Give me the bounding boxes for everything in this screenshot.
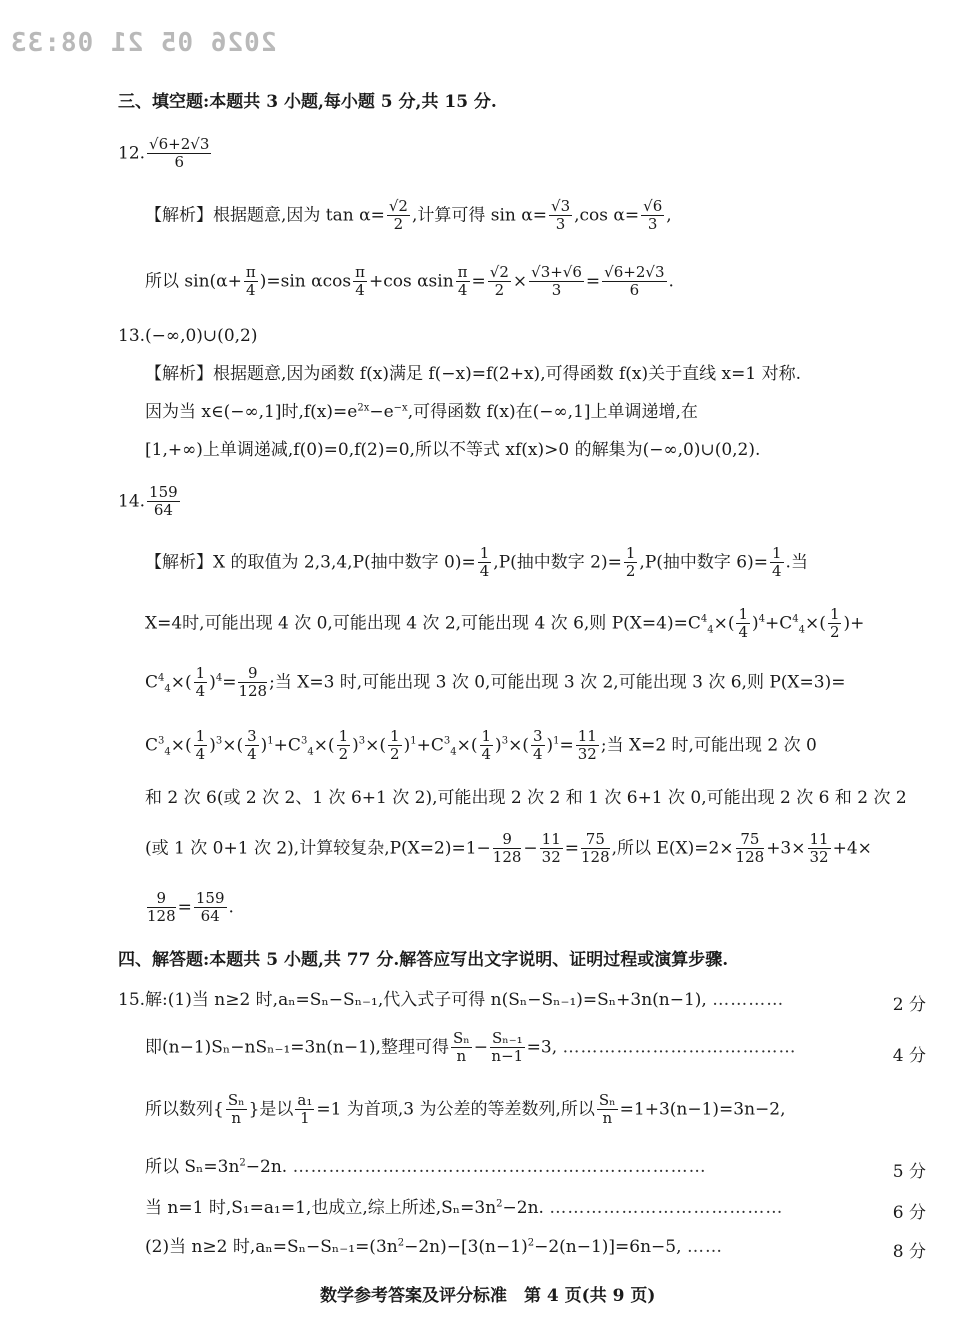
q14-answer-fraction: $\frac{159}{64}$ [149,483,178,520]
q15-points-4: 6 分 [892,1203,926,1223]
q12-answer-fraction: $\frac{√6+2√3}{6}$ [149,135,210,172]
q12-analysis-line1: 【解析】根据题意,因为 tan α= $\frac{√2}{2}$ ,计算可得 sin α= $\frac{√3}{3}$ ,cos α= $\frac{√6}{3}$ , [145,197,672,234]
page-footer: 数学参考答案及评分标准 第 4 页(共 9 页) [320,1286,656,1306]
section4-heading: 四、解答题:本题共 5 小题,共 77 分.解答应写出文字说明、证明过程或演算步骤. [118,950,729,970]
q15-points-1: 2 分 [892,995,926,1015]
q15-line4: 所以 $S_n=3n^2-2n$. …………………………………………………………… [145,1157,707,1177]
q12-analysis-line2: 所以 sin(α+ $\frac{\pi}{4}$ )=sin αcos $\frac{\pi}{4}$ +cos αsin $\frac{\pi}{4}$ = $\frac{√2}{2}$ × $\frac{√3+√6}{3}$ = $\frac{√6+2√3}{6}$ . [145,263,674,300]
q12-answer [118,136,213,172]
q14-analysis-line6: (或 1 次 0+1 次 2),计算较复杂,P(X=2)=1− $\frac{9}{128}$ − $\frac{11}{32}$ = $\frac{75}{128}$ ,所以 E(X)=2× $\frac{75}{128}$ +3× $\frac{11}{32}$ +4× [145,830,872,867]
q15-points-5: 8 分 [892,1242,926,1262]
q14-analysis-line7: $\frac{9}{128}$ = $\frac{159}{64}$ . [147,889,234,926]
section3-heading: 三、填空题:本题共 3 小题,每小题 5 分,共 15 分. [118,92,497,112]
q14-analysis-line2: X=4时,可能出现 4 次 0,可能出现 4 次 2,可能出现 4 次 6,则 $P(X=4)=C^4_4\times$( $\frac{1}{4}$ )$^4+C^4_4\times$( $\frac{1}{2}$ )+ [145,605,865,642]
q14-number: 14. [118,491,146,512]
q12-number: 12. [118,143,146,164]
q13-answer [118,326,257,346]
q14-analysis-line4: $C^3_4\times$( $\frac{1}{4}$ )$^3$×( $\frac{3}{4}$ )$^1+C^3_4\times$( $\frac{1}{2}$ )$^3$×( $\frac{1}{2}$ )$^1+C^3_4\times$( $\frac{1}{4}$ )$^3$×( $\frac{3}{4}$ )$^1$= $\frac{11}{32}$ ;当 X=2 时,可能出现 2 次 0 [145,727,817,764]
q14-analysis-line3: $C^4_4\times$( $\frac{1}{4}$ )$^4$= $\frac{9}{128}$ ;当 X=3 时,可能出现 3 次 0,可能出现 3 次 2,可能出现 3 次 6,则 P(X=3)= [145,664,846,701]
q13-analysis-line2: 因为当 x∈(−∞,1]时$,f(x)=e^{2x}-e^{-x}$,可得函数 f(x)在(−∞,1]上单调递增,在 [145,402,698,422]
q14-analysis-line1: 【解析】X 的取值为 2,3,4,P(抽中数字 0)= $\frac{1}{4}$ ,P(抽中数字 2)= $\frac{1}{2}$ ,P(抽中数字 6)= $\frac{1}{4}$ .当 [145,544,808,581]
q13-analysis-line3: [1,+∞)上单调递减,f(0)=0,f(2)=0,所以不等式 xf(x)>0 的解集为(−∞,0)∪(0,2). [145,440,761,460]
q15-line5: 当 n=1 时,S₁=a₁=1,也成立,综上所述$,S_n=3n^2-2n$. ………………………………… [145,1198,784,1218]
q15-points-2: 4 分 [892,1046,926,1066]
q13-answer-text: (−∞,0)∪(0,2) [145,326,258,346]
q15-line2: 即(n−1)Sₙ−nSₙ₋₁=3n(n−1),整理可得 $\frac{\text{Sₙ}}{n}$ − $\frac{\text{Sₙ₋₁}}{n-1}$ =3, ………………………………… [145,1029,797,1066]
q15-points-3: 5 分 [892,1162,926,1182]
timestamp-watermark: 2026 05 21 08:33 [10,28,277,58]
q13-analysis-line1: 【解析】根据题意,因为函数 f(x)满足 f(−x)=f(2+x),可得函数 f(x)关于直线 x=1 对称. [145,364,802,384]
q14-analysis-line5: 和 2 次 6(或 2 次 2、1 次 6+1 次 2),可能出现 2 次 2 和 1 次 6+1 次 0,可能出现 2 次 6 和 2 次 2 [145,788,907,808]
q14-answer [118,484,182,520]
q15-line3: 所以数列{ $\frac{\text{Sₙ}}{n}$ }是以 $\frac{\text{a₁}}{1}$ =1 为首项,3 为公差的等差数列,所以 $\frac{\text{Sₙ}}{n}$ =1+3(n−1)=3n−2, [145,1091,786,1128]
q15-line1: 15.解:(1)当 n≥2 时,aₙ=Sₙ−Sₙ₋₁,代入式子可得 n(Sₙ−Sₙ₋₁)=Sₙ+3n(n−1), ………… [118,990,785,1010]
q15-line6: (2)当 n≥2 时$,a_n=S_n-S_{n-1}=(3n^2-2n)-[3(n-1)^2-2(n-1)]=6n-5$, …… [145,1237,723,1257]
q13-number: 13. [118,326,146,346]
